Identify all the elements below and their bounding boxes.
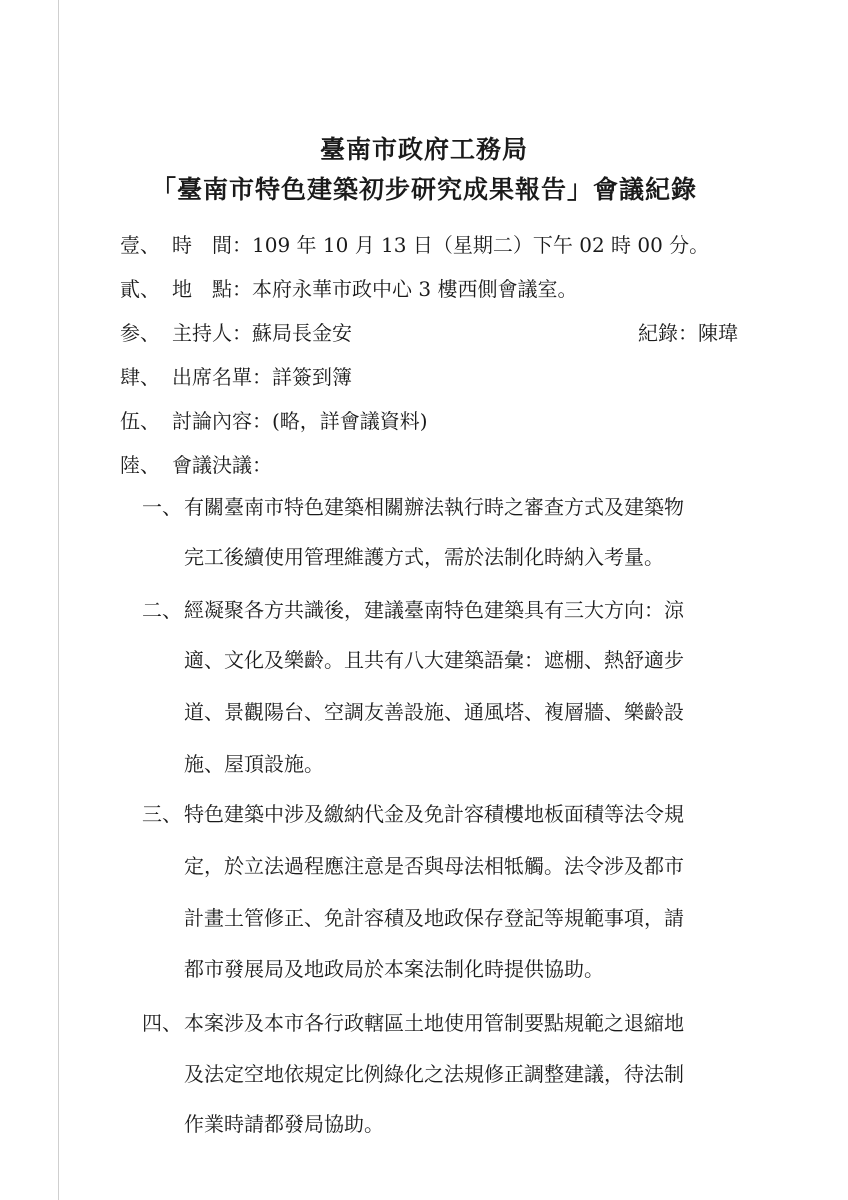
resolution-4-line-2: 及法定空地依規定比例綠化之法規修正調整建議，待法制 (184, 1062, 684, 1086)
resolution-number: 三、 (142, 802, 182, 826)
item-label: 會議決議： (172, 453, 272, 477)
agency-title: 臺南市政府工務局 (319, 135, 528, 164)
item-value: (略，詳會議資料) (272, 409, 428, 433)
item-number: 貳、 (120, 277, 160, 301)
item-attendees (120, 364, 352, 390)
resolution-text: 經凝聚各方共識後，建議臺南特色建築具有三大方向：涼 (184, 598, 684, 622)
resolution-number: 一、 (142, 495, 182, 519)
resolution-1-line-1 (142, 494, 684, 520)
item-number: 伍、 (120, 409, 160, 433)
resolution-2-line-4: 施、屋頂設施。 (184, 752, 324, 776)
resolution-3-line-3: 計畫土管修正、免計容積及地政保存登記等規範事項，請 (184, 906, 684, 930)
resolution-number: 二、 (142, 598, 182, 622)
resolution-4-line-1 (142, 1010, 684, 1036)
item-value: 本府永華市政中心 3 樓西側會議室。 (252, 277, 578, 301)
item-number: 陸、 (120, 453, 160, 477)
item-resolutions (120, 452, 272, 478)
meeting-title: 「臺南市特色建築初步研究成果報告」會議紀錄 (150, 175, 697, 204)
resolution-text: 有關臺南市特色建築相關辦法執行時之審查方式及建築物 (184, 495, 684, 519)
item-label: 時 間： (172, 233, 252, 257)
resolution-2-line-2: 適、文化及樂齡。且共有八大建築語彙：遮棚、熱舒適步 (184, 648, 684, 672)
resolution-text: 特色建築中涉及繳納代金及免計容積樓地板面積等法令規 (184, 802, 684, 826)
item-discussion (120, 408, 428, 434)
item-chair (120, 320, 352, 346)
item-label: 討論內容： (172, 409, 272, 433)
resolution-3-line-4: 都市發展局及地政局於本案法制化時提供協助。 (184, 957, 604, 981)
resolution-2-line-3: 道、景觀陽台、空調友善設施、通風塔、複層牆、樂齡設 (184, 700, 684, 724)
item-label: 地 點： (172, 277, 252, 301)
resolution-4-line-3: 作業時請都發局協助。 (184, 1112, 384, 1136)
recorder: 紀錄：陳瑋 (638, 321, 738, 345)
resolution-number: 四、 (142, 1011, 182, 1035)
resolution-3-line-1 (142, 801, 684, 827)
item-number: 参、 (120, 321, 160, 345)
item-label: 主持人： (172, 321, 252, 345)
resolution-2-line-1 (142, 597, 684, 623)
resolution-3-line-2: 定，於立法過程應注意是否與母法相牴觸。法令涉及都市 (184, 854, 684, 878)
item-location (120, 276, 577, 302)
resolution-text: 本案涉及本市各行政轄區土地使用管制要點規範之退縮地 (184, 1011, 684, 1035)
item-value: 蘇局長金安 (252, 321, 352, 345)
item-value: 109 年 10 月 13 日（星期二）下午 02 時 00 分。 (252, 233, 710, 257)
resolution-1-line-2: 完工後續使用管理維護方式，需於法制化時納入考量。 (184, 545, 664, 569)
item-label: 出席名單： (172, 365, 272, 389)
item-number: 肆、 (120, 365, 160, 389)
item-time (120, 232, 709, 258)
item-number: 壹、 (120, 233, 160, 257)
item-value: 詳簽到簿 (272, 365, 352, 389)
